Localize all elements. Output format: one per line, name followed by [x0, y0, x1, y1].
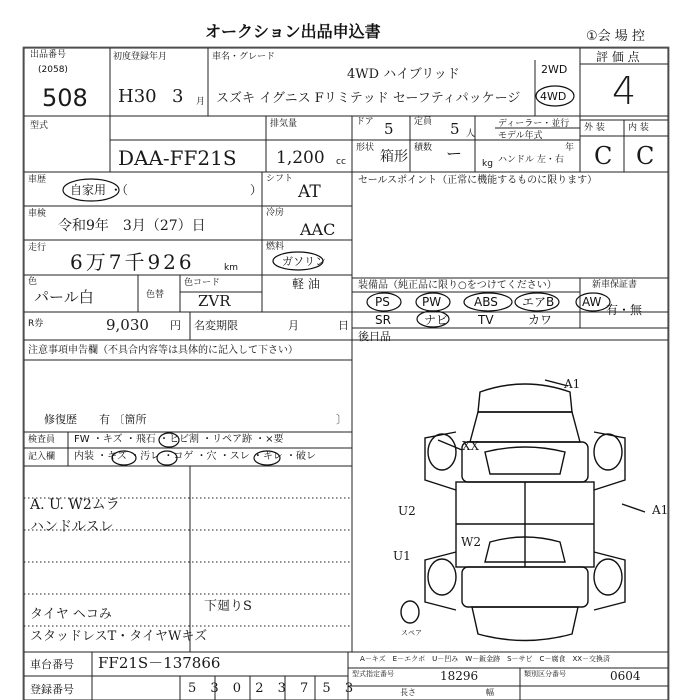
- load-value: ー: [446, 144, 463, 163]
- category-label: 類別区分番号: [524, 670, 566, 678]
- grade-text: 4WD ハイブリッド: [347, 67, 460, 82]
- inspector-label: 検査員: [28, 435, 56, 445]
- car-name-label: 車名・グレード: [212, 52, 276, 62]
- first-reg-era: H30: [118, 86, 157, 107]
- category-value: 0604: [610, 669, 641, 683]
- venue-copy-label: ①会 場 控: [586, 29, 645, 44]
- term-month: 月: [288, 319, 299, 332]
- warranty-options: 有・無: [606, 303, 643, 317]
- recycle-yen: 円: [170, 319, 181, 332]
- notes-header: 注意事項申告欄（不具合内容等は具体的に記入して下さい）: [28, 345, 298, 356]
- diagram-xx: XX: [462, 439, 480, 453]
- mileage-value: 6万7千926: [70, 250, 195, 274]
- inspection-label: 車検: [28, 209, 47, 219]
- type-cert-label: 型式指定番号: [352, 670, 394, 678]
- note-line-2: ハンドルスレ: [30, 519, 114, 535]
- load-unit: kg: [482, 159, 493, 169]
- recycle-value: 9,030: [106, 316, 149, 334]
- cc-unit: cc: [336, 157, 346, 167]
- mileage-label: 走行: [28, 243, 47, 253]
- car-name-text: スズキ イグニス Fリミテッド セーフティパッケージ: [216, 91, 521, 106]
- color-change-label: 色替: [146, 290, 165, 300]
- shape-value: 箱形: [380, 149, 408, 165]
- 2wd-option: 2WD: [541, 63, 568, 76]
- load-label: 積数: [414, 143, 433, 153]
- lot-sub-number: (2058): [38, 65, 68, 75]
- dealer-label: ディーラー・並行: [498, 119, 570, 129]
- model-code: DAA-FF21S: [118, 146, 237, 170]
- ac-label: 冷房: [266, 208, 285, 218]
- 4wd-option: 4WD: [540, 90, 567, 103]
- note-underbody: 下廻りS: [204, 599, 252, 614]
- history-close: ）: [250, 183, 263, 197]
- lot-no-label: 出品番号: [30, 50, 67, 60]
- year-unit: 年: [565, 143, 575, 153]
- capacity-value: 5: [450, 120, 460, 138]
- model-year-label: モデル年式: [498, 131, 543, 141]
- equip-tv: TV: [478, 313, 494, 327]
- diagram-spare: スペア: [401, 629, 422, 637]
- equip-airbag: エアB: [522, 295, 555, 309]
- equip-ps: PS: [375, 295, 390, 309]
- diagram-u2: U2: [398, 504, 416, 518]
- reg-no-digits: 5 3 0 2 3 7 5 3: [188, 681, 359, 696]
- shift-label: シフト: [266, 174, 294, 184]
- ac-value: AAC: [300, 220, 336, 239]
- width-label: 幅: [486, 688, 494, 697]
- recycle-label: R券: [28, 319, 44, 329]
- month-unit: 月: [196, 97, 206, 107]
- note-line-4: スタッドレスT・タイヤWキズ: [30, 629, 208, 644]
- first-reg-month: 3: [172, 86, 184, 107]
- model-label: 型式: [30, 121, 49, 131]
- inspector-codes: FW ・キズ ・飛石 ・ヒビ割 ・リペア跡 ・×要: [74, 434, 284, 445]
- exterior-label: 外 装: [584, 123, 605, 133]
- form-title: オークション出品申込書: [205, 22, 381, 41]
- doors-value: 5: [384, 120, 394, 138]
- color-code-value: ZVR: [198, 292, 231, 310]
- equip-aw: AW: [582, 295, 602, 309]
- key-label: 記入欄: [28, 452, 56, 462]
- diagram-w2: W2: [461, 535, 481, 549]
- handle-label: ハンドル 左・右: [498, 155, 564, 165]
- equipment-label: 装備品（純正品に限り○をつけてください）: [358, 280, 557, 291]
- exterior-grade: C: [594, 142, 613, 170]
- fuel-diesel: 軽 油: [292, 277, 320, 291]
- inspection-date: 令和9年 3月（27）日: [58, 218, 206, 234]
- rear-day-label: 後日品: [358, 330, 391, 343]
- length-label: 長さ: [400, 688, 416, 697]
- shape-label: 形状: [356, 143, 375, 153]
- fuel-gasoline: ガソリン: [282, 255, 326, 268]
- repair-history-close: 〕: [336, 413, 347, 426]
- term-day: 日: [338, 319, 349, 332]
- diagram-a1-top: A1: [564, 377, 581, 391]
- color-value: パール白: [34, 288, 94, 306]
- eval-score: 4: [612, 69, 637, 113]
- color-code-label: 色コード: [184, 278, 221, 288]
- equip-navi: ナビ: [424, 313, 449, 327]
- capacity-label: 定員: [414, 117, 433, 127]
- first-reg-label: 初度登録年月: [113, 52, 168, 62]
- chassis-label: 車台番号: [30, 658, 74, 671]
- diagram-u1: U1: [393, 549, 411, 563]
- capacity-unit: 人: [466, 129, 476, 139]
- sales-point-label: セールスポイント（正常に機能するものに限ります）: [358, 175, 598, 186]
- history-label: 車歴: [28, 175, 47, 185]
- diagram-a1-right: A1: [652, 503, 669, 517]
- eval-points-label: 評 価 点: [596, 50, 640, 64]
- equip-pw: PW: [422, 295, 442, 309]
- term-label: 名変期限: [194, 319, 238, 332]
- fuel-label: 燃料: [266, 242, 285, 252]
- interior-codes: 内装 ・キズ ・汚レ ・コゲ ・穴 ・スレ ・キレ ・破レ: [74, 451, 316, 462]
- damage-legend: A－キズ E－エクボ U－凹み W－鈑金跡 S－サビ C－腐食 XX－交換済: [360, 655, 611, 663]
- displacement-label: 排気量: [270, 119, 298, 129]
- displacement-value: 1,200: [276, 148, 325, 168]
- km-unit: km: [224, 263, 238, 273]
- note-line-3: タイヤ ヘコみ: [30, 607, 112, 622]
- new-warranty-label: 新車保証書: [592, 280, 638, 290]
- shift-value: AT: [298, 182, 321, 202]
- chassis-value: FF21S－137866: [98, 654, 221, 672]
- type-cert-value: 18296: [440, 669, 479, 683]
- history-value: 自家用 ・（: [70, 183, 128, 197]
- equip-sr: SR: [375, 313, 391, 327]
- doors-label: ドア: [356, 117, 374, 127]
- equip-abs: ABS: [474, 295, 498, 309]
- note-line-1: A. U. W2ムラ: [30, 497, 120, 513]
- reg-no-label: 登録番号: [30, 683, 74, 696]
- color-label: 色: [28, 277, 38, 287]
- equip-leather: カワ: [528, 313, 553, 327]
- repair-history-label: 修復歴 有 〔箇所: [44, 413, 147, 426]
- car-damage-diagram: [390, 372, 680, 650]
- interior-label: 内 装: [628, 123, 649, 133]
- interior-grade: C: [636, 142, 655, 170]
- lot-number: 508: [42, 84, 88, 112]
